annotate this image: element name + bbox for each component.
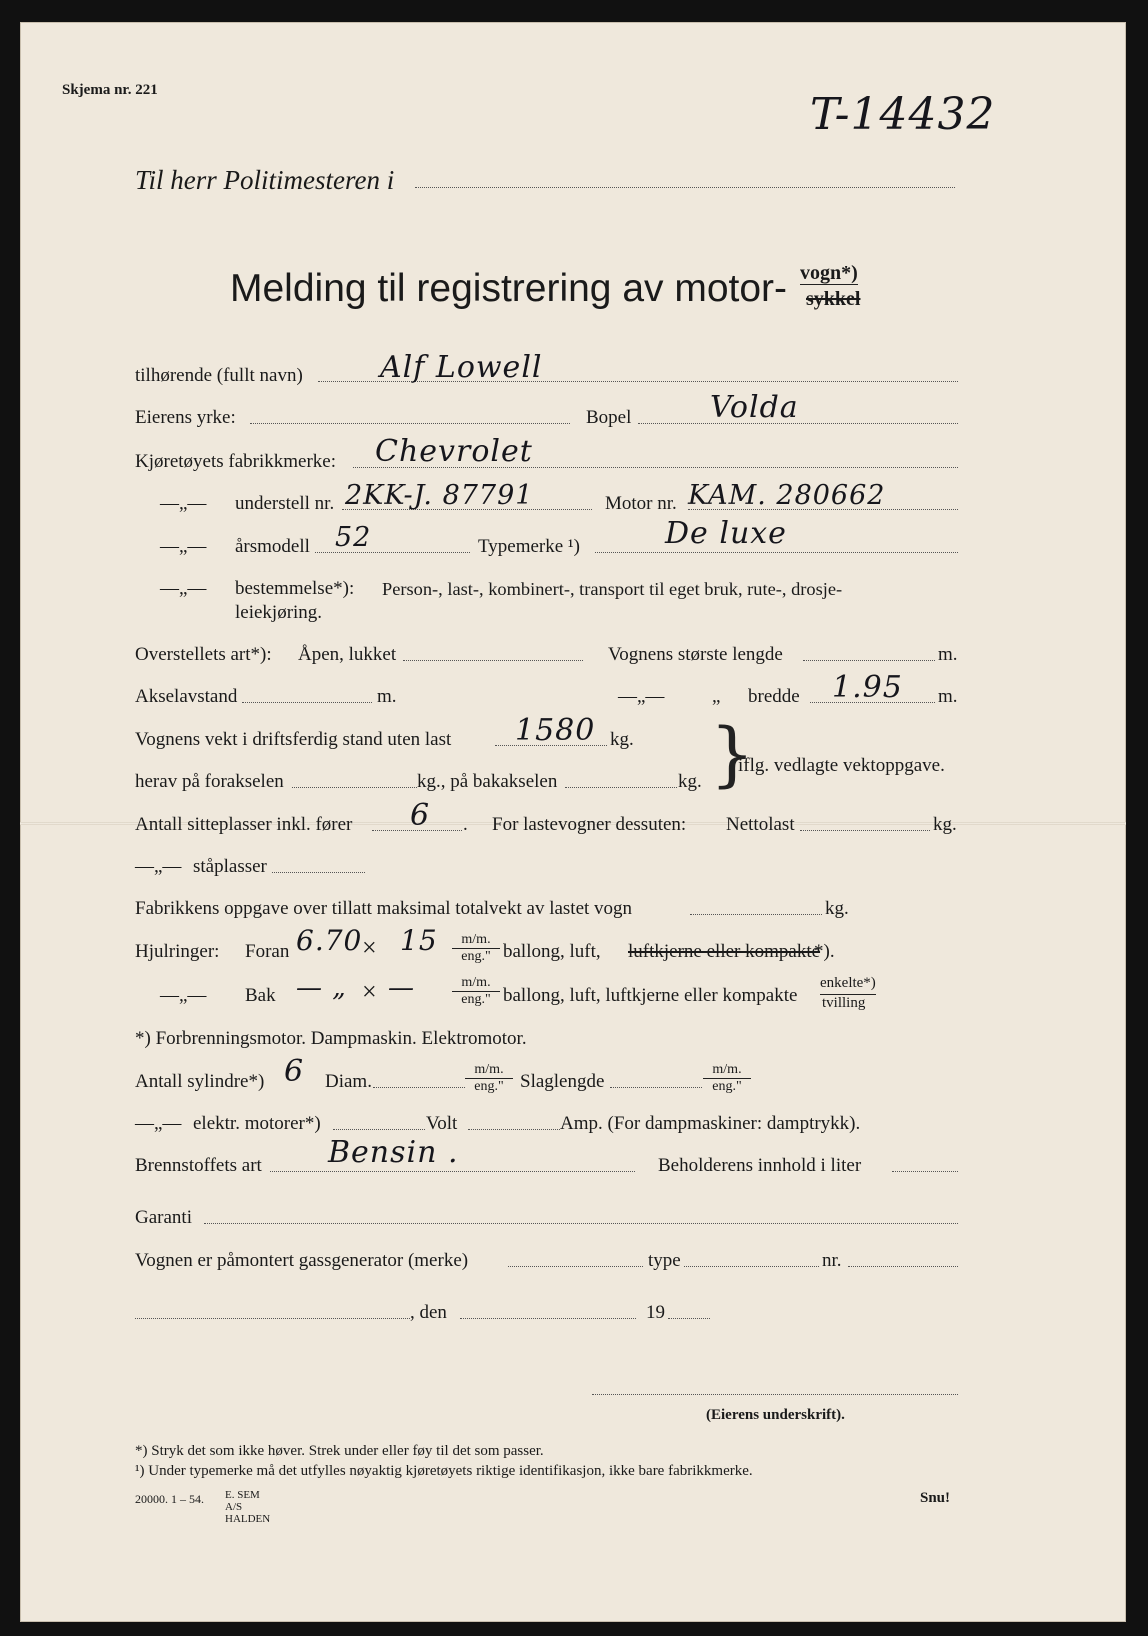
wheelbase-label: Akselavstand [135, 686, 238, 707]
front-axle-line [292, 787, 417, 788]
place-line [135, 1318, 410, 1319]
type-value: De luxe [665, 516, 787, 551]
title-vogn: vogn*) [800, 262, 858, 284]
fuel-value: Bensin . [328, 1135, 459, 1170]
weight-brace: } [710, 713, 755, 795]
weight-note: iflg. vedlagte vektoppgave. [738, 755, 945, 776]
model-year-value: 52 [335, 522, 372, 553]
amp-label: Amp. (For dampmaskiner: damptrykk). [560, 1113, 861, 1134]
netto-line [800, 830, 930, 831]
gasgen-nr-line [848, 1266, 958, 1267]
length-line [803, 660, 935, 661]
tires-twin: tvilling [822, 995, 866, 1011]
year-prefix: 19 [646, 1302, 665, 1323]
max-weight-label: Fabrikkens oppgave over tillatt maksimal totalvekt av lastet vogn [135, 898, 633, 919]
form-title: Melding til registrering av motor- [230, 267, 788, 310]
volt-label: Volt [426, 1113, 458, 1134]
tires-front-rim: 15 [400, 924, 438, 957]
cylinders-label: Antall sylindre*) [135, 1071, 265, 1092]
chassis-label: understell nr. [235, 493, 335, 514]
owner-label: tilhørende (fullt navn) [135, 365, 303, 386]
tires-rear-label: Bak [245, 985, 276, 1006]
turn-over: Snu! [920, 1490, 951, 1506]
gasgen-label: Vognen er påmontert gassgenerator (merke) [135, 1250, 469, 1271]
tank-line [892, 1171, 958, 1172]
weight-unit: kg. [610, 729, 634, 750]
fuel-line [270, 1171, 635, 1172]
case-number: T-14432 [810, 89, 996, 140]
width-value: 1.95 [832, 670, 903, 705]
unit-fraction: m/m. eng." [452, 932, 500, 965]
gasgen-line [508, 1266, 643, 1267]
ditto-mark: —„— [160, 536, 207, 557]
standing-line [272, 872, 365, 873]
signature-caption: (Eierens underskrift). [706, 1407, 845, 1423]
weight-label: Vognens vekt i driftsferdig stand uten last [135, 729, 452, 750]
addressee: Til herr Politimesteren i [135, 165, 395, 195]
length-unit: m. [938, 644, 958, 665]
weight-value: 1580 [515, 713, 596, 748]
residence-label: Bopel [586, 407, 632, 428]
times-sign: × [362, 933, 377, 962]
stroke-label: Slaglengde [520, 1071, 605, 1092]
form-page [20, 22, 1126, 1622]
occupation-label: Eierens yrke: [135, 407, 236, 428]
purpose-options-2: leiekjøring. [235, 602, 323, 623]
motor-label: Motor nr. [605, 493, 677, 514]
rear-axle-label: kg., på bakakselen [417, 771, 558, 792]
schema-number: Skjema nr. 221 [62, 82, 158, 98]
guarantee-line [204, 1223, 958, 1224]
ditto-mark: —„— [160, 985, 207, 1006]
tank-label: Beholderens innhold i liter [658, 1155, 862, 1176]
times-sign: × [362, 977, 377, 1006]
title-sykkel: sykkel [806, 288, 861, 310]
purpose-label: bestemmelse*): [235, 578, 355, 599]
netto-unit: kg. [933, 814, 957, 835]
volt-line [468, 1129, 560, 1130]
gasgen-nr: nr. [822, 1250, 842, 1271]
netto-label: Nettolast [726, 814, 795, 835]
make-value: Chevrolet [375, 434, 533, 469]
type-label: Typemerke ¹) [478, 536, 580, 557]
ditto-mark: —„— [618, 686, 665, 707]
guarantee-label: Garanti [135, 1207, 192, 1228]
engine-types: *) Forbrenningsmotor. Dampmaskin. Elektromotor. [135, 1028, 527, 1049]
seats-value: 6 [410, 798, 431, 833]
body-line [403, 660, 583, 661]
fuel-label: Brennstoffets art [135, 1155, 262, 1176]
owner-value: Alf Lowell [380, 350, 543, 385]
width-unit: m. [938, 686, 958, 707]
front-axle-label: herav på forakselen [135, 771, 284, 792]
model-year-label: årsmodell [235, 536, 310, 557]
tires-front-end: *). [814, 941, 835, 962]
tires-rear-width: — „ [296, 973, 347, 1003]
max-weight-unit: kg. [825, 898, 849, 919]
occupation-line [250, 423, 570, 424]
addressee-line [415, 187, 955, 188]
wheelbase-unit: m. [377, 686, 397, 707]
standing-label: ståplasser [193, 856, 267, 877]
gasgen-type-line [684, 1266, 819, 1267]
seats-dot: . [463, 814, 468, 835]
stroke-line [610, 1087, 702, 1088]
cylinders-value: 6 [284, 1054, 305, 1089]
print-code: 20000. 1 – 54. [135, 1492, 204, 1506]
signature-line [592, 1394, 958, 1395]
diam-label: Diam. [325, 1071, 372, 1092]
motor-value: KAM. 280662 [688, 480, 886, 511]
date-line [460, 1318, 636, 1319]
tires-front-struck: luftkjerne eller kompakte [628, 941, 821, 962]
rear-axle-line [565, 787, 677, 788]
residence-value: Volda [710, 390, 799, 425]
body-label: Overstellets art*): [135, 644, 272, 665]
date-separator: , den [410, 1302, 447, 1323]
unit-fraction: m/m. eng." [703, 1062, 751, 1095]
unit-fraction: m/m. eng." [452, 975, 500, 1008]
footnote-one: ¹) Under typemerke må det utfylles nøyaktig kjøretøyets riktige identifikasjon, ikke bare fabrikkmerke. [135, 1463, 753, 1479]
gasgen-type: type [648, 1250, 681, 1271]
year-line [668, 1318, 710, 1319]
width-quote: „ [712, 686, 721, 707]
ditto-mark: —„— [160, 493, 207, 514]
ditto-mark: —„— [135, 1113, 182, 1134]
tires-single: enkelte*) [820, 972, 876, 995]
seats-label: Antall sitteplasser inkl. fører [135, 814, 353, 835]
make-label: Kjøretøyets fabrikkmerke: [135, 451, 337, 472]
rear-axle-unit: kg. [678, 771, 702, 792]
chassis-value: 2KK-J. 87791 [345, 480, 534, 511]
footnote-star: *) Stryk det som ikke høver. Strek under eller føy til det som passer. [135, 1443, 544, 1459]
tires-rear-rim: — [388, 973, 415, 1003]
purpose-options: Person-, last-, kombinert-, transport til eget bruk, rute-, drosje- [382, 579, 843, 599]
length-label: Vognens største lengde [608, 644, 783, 665]
tires-label: Hjulringer: [135, 941, 220, 962]
ditto-mark: —„— [160, 578, 207, 599]
body-options: Åpen, lukket [298, 644, 397, 665]
elec-line [333, 1129, 425, 1130]
tires-front-kept: ballong, luft, [503, 941, 601, 962]
printer-mark: E. SEM A/S HALDEN [225, 1489, 271, 1525]
ditto-mark: —„— [135, 856, 182, 877]
tires-front-width: 6.70 [296, 924, 363, 957]
wheelbase-line [242, 702, 372, 703]
elec-label: elektr. motorer*) [193, 1113, 321, 1134]
diam-line [373, 1087, 465, 1088]
tires-front-label: Foran [245, 941, 290, 962]
width-label: bredde [748, 686, 800, 707]
tires-rear-text: ballong, luft, luftkjerne eller kompakte [503, 985, 798, 1006]
max-weight-line [690, 914, 822, 915]
truck-label: For lastevogner dessuten: [492, 814, 687, 835]
unit-fraction: m/m. eng." [465, 1062, 513, 1095]
type-line [595, 552, 958, 553]
